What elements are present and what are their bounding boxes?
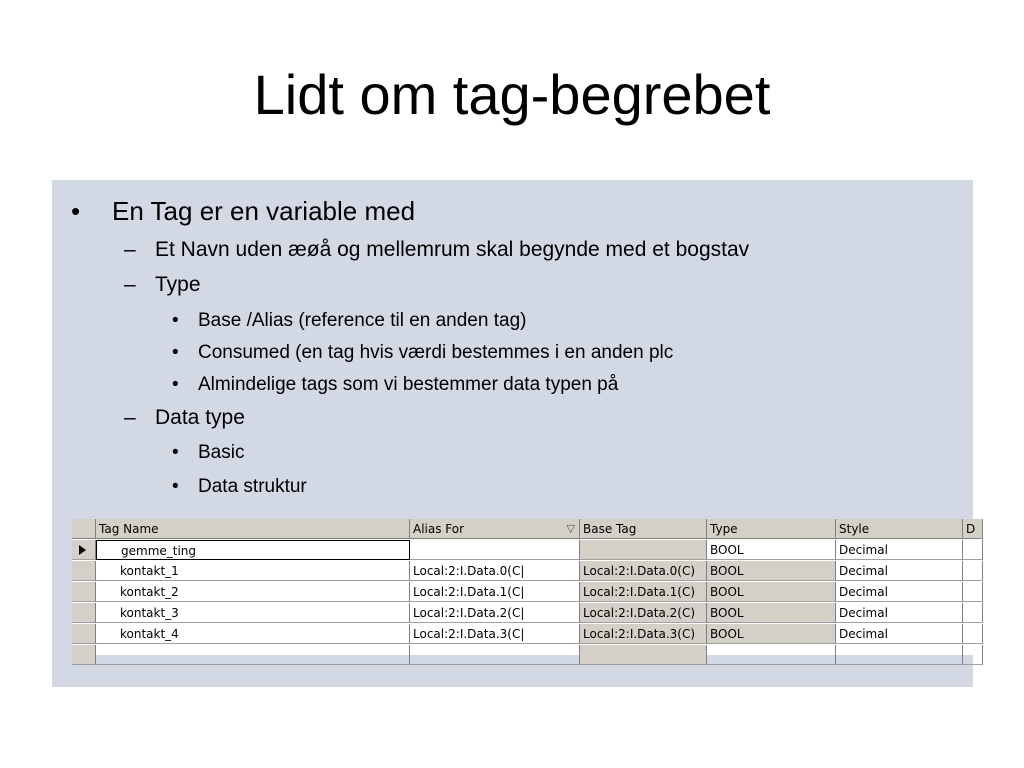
tag-name-cell[interactable]: gemme_ting (96, 540, 410, 560)
tag-name-cell[interactable]: kontakt_2 (96, 582, 410, 602)
content-box (52, 180, 976, 687)
style-cell[interactable]: Decimal (836, 540, 963, 560)
alias-for-cell (410, 645, 580, 665)
tag-name-cell[interactable]: kontakt_3 (96, 603, 410, 623)
style-cell (836, 645, 963, 665)
alias-for-cell[interactable]: Local:2:I.Data.1(C| (410, 582, 580, 602)
bullet-dot: • (172, 374, 179, 395)
column-header-description[interactable]: D (963, 519, 983, 539)
current-row-arrow-icon (79, 545, 86, 555)
tag-name-cell[interactable]: kontakt_1 (96, 561, 410, 581)
tag-name-cell (96, 645, 410, 665)
description-cell[interactable] (963, 624, 983, 644)
bullet-dash: – (124, 273, 136, 296)
tag-name-cell[interactable]: kontakt_4 (96, 624, 410, 644)
column-header-type[interactable]: Type (707, 519, 836, 539)
description-cell[interactable] (963, 603, 983, 623)
bullet-dot: • (172, 342, 179, 363)
style-cell[interactable]: Decimal (836, 561, 963, 581)
table-row[interactable] (72, 540, 973, 561)
bullet-dot: • (172, 442, 179, 463)
bullet-level2-text: Et Navn uden æøå og mellemrum skal begynde med et bogstav (155, 238, 750, 261)
table-row[interactable] (72, 603, 973, 624)
row-selector (72, 645, 96, 665)
base-tag-cell: Local:2:I.Data.1(C) (580, 582, 707, 602)
row-selector[interactable] (72, 624, 96, 644)
table-header-row (72, 519, 976, 540)
bullet-level1-text: En Tag er en variable med (112, 196, 416, 226)
bullet-dot: • (172, 476, 179, 497)
row-selector[interactable] (72, 582, 96, 602)
table-row[interactable] (72, 582, 973, 603)
type-cell: BOOL (707, 582, 836, 602)
type-cell: BOOL (707, 603, 836, 623)
base-tag-cell: Local:2:I.Data.0(C) (580, 561, 707, 581)
type-cell (707, 645, 836, 665)
sort-icon[interactable]: ▽ (566, 522, 575, 535)
description-cell[interactable] (963, 540, 983, 560)
bullet-level3-text: Consumed (en tag hvis værdi bestemmes i en anden plc (198, 342, 674, 363)
base-tag-cell (580, 645, 707, 665)
bullet-level2-text: Type (155, 273, 201, 296)
alias-for-cell[interactable]: Local:2:I.Data.2(C| (410, 603, 580, 623)
bullet-level3-text: Base /Alias (reference til en anden tag) (198, 310, 527, 331)
bullet-level2-text: Data type (155, 406, 245, 429)
column-header-base-tag[interactable]: Base Tag (580, 519, 707, 539)
type-cell[interactable]: BOOL (707, 540, 836, 560)
style-cell[interactable]: Decimal (836, 603, 963, 623)
bullet-dot: • (172, 310, 179, 331)
bullet-dash: – (124, 406, 136, 429)
column-header-tag-name[interactable]: Tag Name (96, 519, 410, 539)
bullet-level3-text: Almindelige tags som vi bestemmer data typen på (198, 374, 619, 395)
tag-table (72, 519, 976, 655)
style-cell[interactable]: Decimal (836, 624, 963, 644)
table-row[interactable] (72, 624, 973, 645)
column-header-style[interactable]: Style (836, 519, 963, 539)
base-tag-cell: Local:2:I.Data.3(C) (580, 624, 707, 644)
bullet-dot: • (71, 196, 81, 226)
description-cell[interactable] (963, 561, 983, 581)
row-selector[interactable] (72, 603, 96, 623)
type-cell: BOOL (707, 561, 836, 581)
alias-for-cell[interactable] (410, 540, 580, 560)
row-selector[interactable] (72, 561, 96, 581)
row-header-corner (72, 519, 96, 539)
bullet-dash: – (124, 238, 136, 261)
bullet-level3-text: Basic (198, 442, 245, 463)
alias-for-cell[interactable]: Local:2:I.Data.0(C| (410, 561, 580, 581)
row-selector[interactable] (72, 540, 96, 560)
type-cell: BOOL (707, 624, 836, 644)
table-row[interactable] (72, 561, 973, 582)
bullet-level3-text: Data struktur (198, 476, 307, 497)
column-header-alias-for[interactable] (410, 519, 580, 539)
base-tag-cell: Local:2:I.Data.2(C) (580, 603, 707, 623)
style-cell[interactable]: Decimal (836, 582, 963, 602)
description-cell[interactable] (963, 582, 983, 602)
description-cell (963, 645, 983, 665)
alias-for-cell[interactable]: Local:2:I.Data.3(C| (410, 624, 580, 644)
slide-title: Lidt om tag-begrebet (253, 63, 771, 126)
column-header-alias-label: Alias For (413, 522, 465, 536)
base-tag-cell (580, 540, 707, 560)
table-row-partial (72, 645, 973, 666)
